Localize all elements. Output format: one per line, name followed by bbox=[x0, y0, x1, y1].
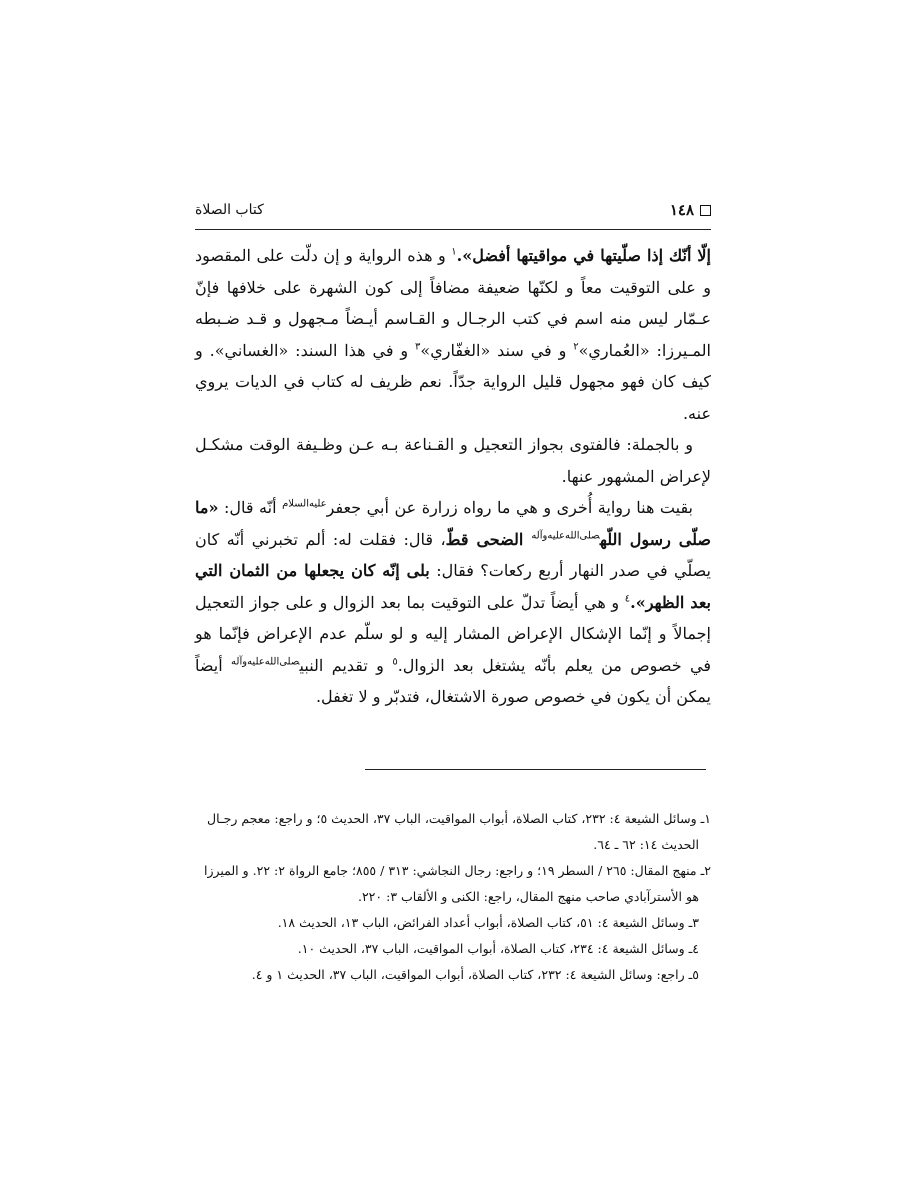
box-icon bbox=[700, 205, 711, 216]
text-run: أيضاً يمكن أن يكون في خصوص صورة الاشتغال، فتدبّر و لا تغفل. bbox=[195, 655, 711, 706]
footnote-1: ١ـ وسائل الشيعة ٤: ٢٣٢، كتاب الصلاة، أبواب المواقيت، الباب ٣٧، الحديث ٥؛ و راجع: معجم رجـال bbox=[207, 811, 711, 826]
quote-text: «ما صلّى رسول اللّه bbox=[195, 498, 711, 549]
quote-text: الضحى قطّ bbox=[445, 529, 532, 549]
quote-text: بلى إنّه كان يجعلها من الثمان التي بعد الظهر». bbox=[195, 561, 712, 612]
footnote-4: ٤ـ وسائل الشيعة ٤: ٢٣٤، كتاب الصلاة، أبواب المواقيت، الباب ٣٧، الحديث ١٠. bbox=[297, 941, 699, 956]
footnote-5: ٥ـ راجع: وسائل الشيعة ٤: ٢٣٢، كتاب الصلاة، أبواب المواقيت، الباب ٣٧، الحديث ١ و ٤. bbox=[251, 967, 699, 982]
paragraph-2: و بالجملة: فالفتوى بجواز التعجيل و القـناعة بـه عـن وظـيفة الوقت مشكـل لإعراض المشهور عنها. bbox=[195, 435, 711, 486]
text-run: و هذه الرواية و إن دلّت على المقصود و على التوقيت معاً و لكنّها ضعيفة مضافاً إلى كون الشهرة على خلافها فإنّ عـمّار ليس منه اسم في كتب الرجـال و القـاسم أيـضاً مـجهول و قـد ضـبطه المـيرزا: «العُماري» bbox=[195, 246, 711, 360]
main-text bbox=[195, 240, 711, 713]
footnote-ref-5[interactable]: ٥ bbox=[392, 656, 398, 668]
honorific-mark: صلى‌الله‌عليه‌وآله bbox=[531, 530, 600, 542]
footnotes bbox=[195, 806, 711, 988]
running-header bbox=[195, 198, 711, 222]
page-number-text: ١٤٨ bbox=[669, 201, 694, 219]
text-run: و هي أيضاً تدلّ على التوقيت بما بعد الزوال و على جواز التعجيل إجمالاً و إنّما الإشكال الإعراض المشار إليه و لو سلّم عدم الإعراض فإنّما هو في خصوص من يعلم بأنّه يشتغل بعد الزوال. bbox=[195, 592, 712, 675]
header-divider bbox=[195, 229, 711, 230]
running-title: كتاب الصلاة bbox=[195, 202, 264, 218]
footnote-2-continued: هو الأسترآبادي صاحب منهج المقال، راجع: الكنى و الألقاب ٣: ٢٢٠. bbox=[357, 889, 699, 904]
honorific-mark: عليه‌السلام bbox=[282, 498, 327, 510]
text-run: و تقديم النبي bbox=[299, 655, 393, 675]
footnote-ref-1[interactable]: ١ bbox=[451, 246, 457, 258]
page-number bbox=[670, 201, 711, 219]
text-run: و في سند «الغفّاري» bbox=[420, 340, 574, 360]
footnote-ref-2[interactable]: ٢ bbox=[573, 341, 579, 353]
footnote-3: ٣ـ وسائل الشيعة ٤: ٥١، كتاب الصلاة، أبواب أعداد الفرائض، الباب ١٣، الحديث ١٨. bbox=[277, 915, 699, 930]
text-run: ، قال: فقلت له: ألم تخبرني أنّه كان يصلّي في صدر النهار أربع ركعات؟ فقال: bbox=[195, 529, 712, 580]
text-run: و في هذا السند: «الغساني». و كيف كان فهو مجهول قليل الرواية جدّاً. نعم ظريف له كتاب في الديات يروي عنه. bbox=[195, 340, 711, 423]
quote-text: إلّا أنّك إذا صلّيتها في مواقيتها أفضل». bbox=[456, 246, 711, 265]
footnote-divider bbox=[365, 769, 706, 770]
paragraph-1 bbox=[195, 240, 711, 429]
text-run: أنّه قال: bbox=[218, 498, 283, 517]
honorific-mark: صلى‌الله‌عليه‌وآله bbox=[231, 656, 300, 668]
footnote-ref-3[interactable]: ٣ bbox=[415, 341, 421, 353]
footnote-1-continued: الحديث ١٤: ٦٢ ـ ٦٤. bbox=[593, 837, 699, 852]
footnote-2: ٢ـ منهج المقال: ٢٦٥ / السطر ١٩؛ و راجع: رجال النجاشي: ٣١٣ / ٨٥٥؛ جامع الرواة ٢: ٢٢. و الميرزا bbox=[203, 863, 711, 878]
paragraph-3 bbox=[195, 492, 711, 713]
text-run: بقيت هنا رواية أُخرى و هي ما رواه زرارة عن أبي جعفر bbox=[326, 498, 694, 517]
footnote-ref-4[interactable]: ٤ bbox=[624, 593, 631, 605]
